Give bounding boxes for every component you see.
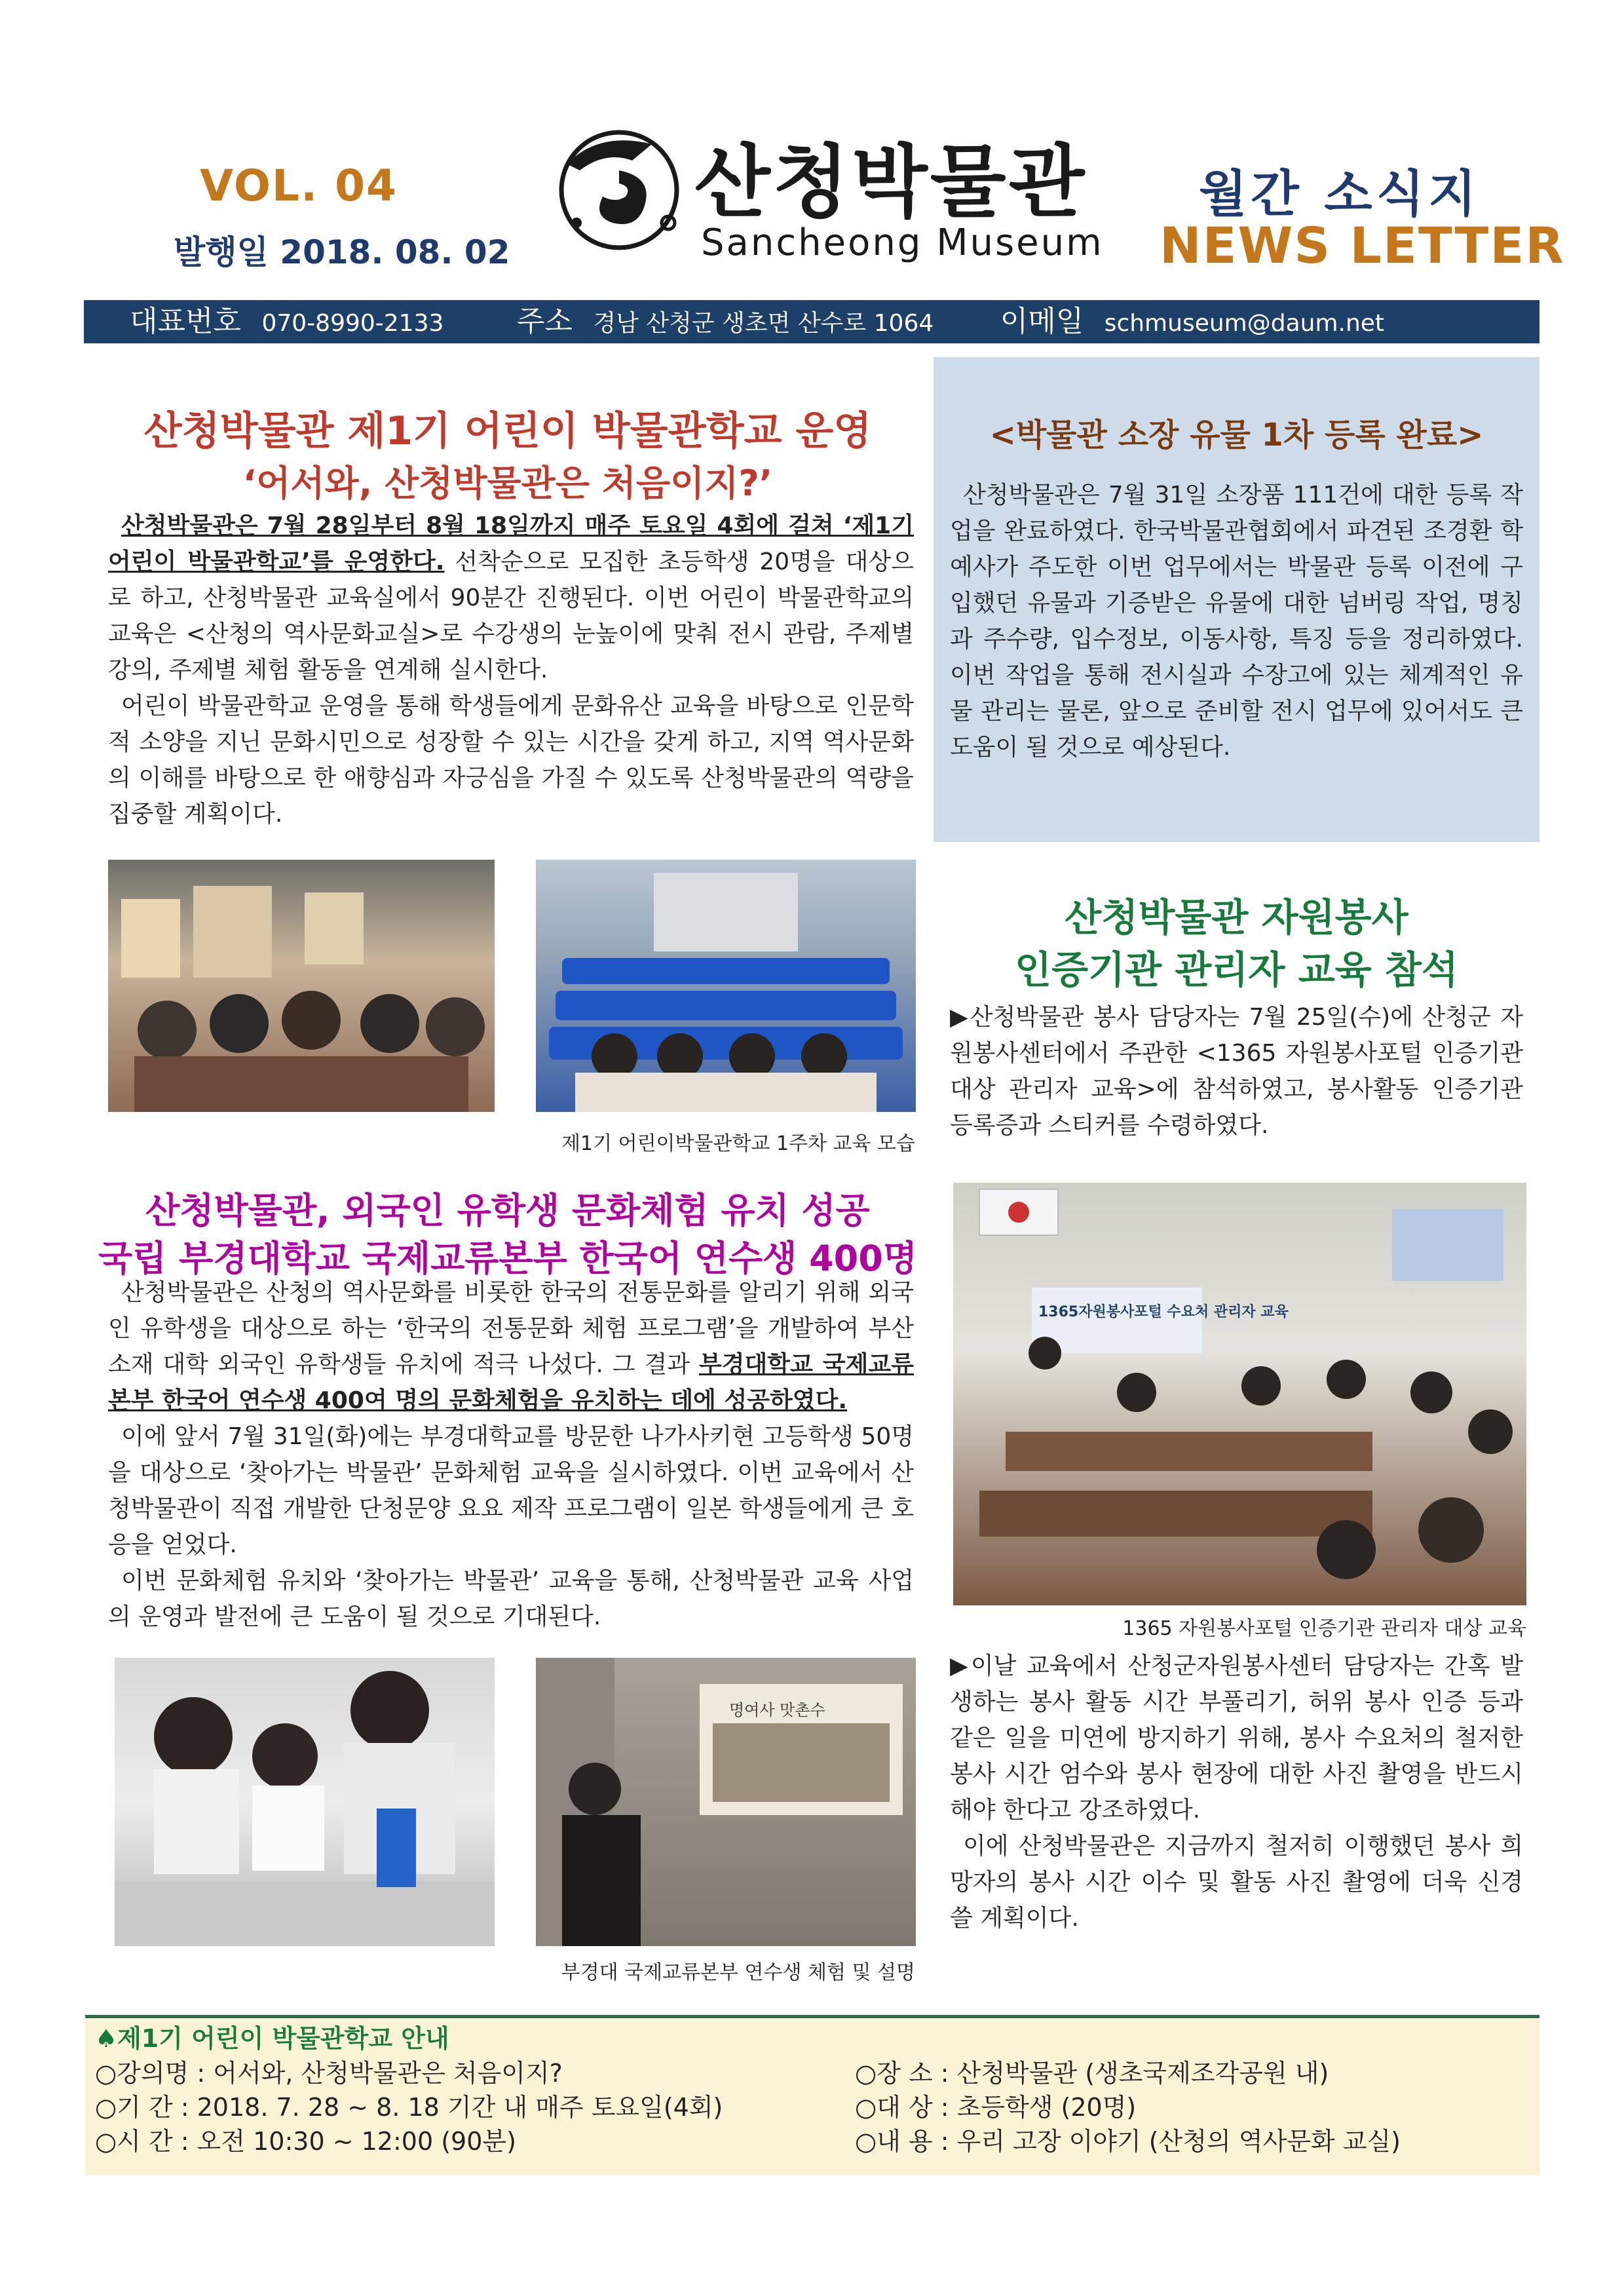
volume-number: VOL. 04 (200, 161, 398, 211)
article4-paragraph2: ▶이날 교육에서 산청군자원봉사센터 담당자는 간혹 발생하는 봉사 활동 시간 부풀리기, 허위 봉사 인증 등과 같은 일을 미연에 방지하기 위해, 봉사 수요처의 철저한 봉사 시간 엄수와 봉사 현장에 대한 사진 촬영을 반드시 해야 한다고 강조하였다. (950, 1653, 1523, 1824)
article4-title-line2: 인증기관 관리자 교육 참석 (1015, 947, 1458, 992)
publication-date: 발행일 2018. 08. 02 (174, 233, 510, 271)
article3-body: 산청박물관은 7월 31일 소장품 111건에 대한 등록 작업을 완료하였다. 한국박물관협회에서 파견된 조경환 학예사가 주도한 이번 업무에서는 박물관 등록 이전에 구입했던 유물과 기증받은 유물에 대한 넘버링 작업, 명칭과 주수량, 입수정보, 이동사항, 특징 등을 정리하였다. 이번 작업을 통해 전시실과 수장고에 있는 체계적인 유물 관리는 물론, 앞으로 준비할 전시 업무에 있어서도 큰 도움이 될 것으로 예상된다. (950, 482, 1523, 761)
projector-screen-text: 명여사 맛촌수 (729, 1701, 825, 1719)
article1-photo-caption: 제1기 어린이박물관학교 1주차 교육 모습 (561, 1132, 915, 1155)
notice-row-course-name: ○강의명 : 어서와, 산청박물관은 처음이지? (95, 2059, 563, 2088)
article4-paragraph1: ▶산청박물관 봉사 담당자는 7월 25일(수)에 산청군 자원봉사센터에서 주관한 <1365 자원봉사포털 인증기관 대상 관리자 교육>에 참석하였고, 봉사활동 인증기관 등록증과 스티커를 수령하였다. (950, 1004, 1523, 1139)
address-value: 경남 산청군 생초면 산수로 1064 (593, 310, 934, 337)
article3-title: <박물관 소장 유물 1차 등록 완료> (989, 417, 1484, 453)
article1-title: 산청박물관 제1기 어린이 박물관학교 운영 (143, 408, 872, 454)
foreign-students-photo-2 (536, 1658, 916, 1946)
phone-number: 070-8990-2133 (261, 310, 444, 337)
address-label: 주소 (516, 305, 573, 338)
article1-lead-rest: 선착순으로 모집한 초등학생 20명을 대상으로 하고, 산청박물관 교육실에서 90분간 진행된다. 이번 어린이 박물관학교의 교육은 <산청의 역사문화교실>로 수강생의 눈높이에 맞춰 전시 관람, 주제별 강의, 주제별 체험 활동을 연계해 실시한다. (108, 548, 915, 683)
article1-subtitle: ‘어서와, 산청박물관은 처음이지?’ (242, 463, 773, 504)
notice-row-target: ○대 상 : 초등학생 (20명) (855, 2093, 1137, 2122)
article2-para1-bold: 부경대학교 국제교류본부 한국어 연수생 400여 명의 문화체험을 유치하는 데에 성공하였다. (108, 1351, 914, 1414)
article4-paragraph3: 이에 산청박물관은 지금까지 철저히 이행했던 봉사 희망자의 봉사 시간 이수 및 활동 사진 촬영에 더욱 신경 쓸 계획이다. (950, 1833, 1523, 1932)
article1-paragraph2: 어린이 박물관학교 운영을 통해 학생들에게 문화유산 교육을 바탕으로 인문학적 소양을 지닌 문화시민으로 성장할 수 있는 시간을 갖게 하고, 지역 역사문화의 이해를 바탕으로 한 애향심과 자긍심을 가질 수 있도록 산청박물관의 역량을 집중할 계획이다. (108, 693, 914, 828)
article2-photo-caption: 부경대 국제교류본부 연수생 체험 및 설명 (561, 1961, 915, 1984)
volunteer-training-photo (953, 1183, 1526, 1605)
children-museum-photo-1 (108, 860, 495, 1112)
notice-row-period: ○기 간 : 2018. 7. 28 ~ 8. 18 기간 내 매주 토요일(4회) (95, 2093, 723, 2122)
article2-body (108, 1274, 914, 1635)
museum-name-english: Sancheong Museum (701, 221, 1104, 264)
article4-title-line1: 산청박물관 자원봉사 (1065, 895, 1408, 940)
children-museum-photo-2 (536, 860, 916, 1112)
museum-logo-icon (554, 124, 685, 256)
notice-title: ♠제1기 어린이 박물관학교 안내 (95, 2024, 449, 2053)
article4-lower-body (950, 1648, 1523, 1936)
newsletter-label: NEWS LETTER (1160, 216, 1565, 275)
article1-body (108, 508, 914, 832)
email-label: 이메일 (1000, 305, 1084, 338)
article2-paragraph3: 이번 문화체험 유치와 ‘찾아가는 박물관’ 교육을 통해, 산청박물관 교육 사업의 운영과 발전에 큰 도움이 될 것으로 기대된다. (108, 1567, 914, 1630)
contact-info-bar (84, 300, 1539, 343)
article2-para1-start: 산청박물관은 산청의 역사문화를 비롯한 한국의 전통문화를 알리기 위해 외국인 유학생을 대상으로 하는 ‘한국의 전통문화 체험 프로그램’을 개발하여 부산 소재 대학 외국인 유학생들 유치에 적극 나섰다. 그 결과 (108, 1279, 914, 1378)
article4-photo-caption: 1365 자원봉사포털 인증기관 관리자 대상 교육 (1122, 1617, 1526, 1640)
article4-title (934, 891, 1539, 996)
article2-title: 산청박물관, 외국인 유학생 문화체험 유치 성공 (145, 1190, 870, 1231)
notice-row-time: ○시 간 : 오전 10:30 ~ 12:00 (90분) (95, 2127, 516, 2156)
phone-label: 대표번호 (130, 305, 242, 338)
training-banner-text: 1365자원봉사포털 수요처 관리자 교육 (1038, 1304, 1289, 1320)
notice-row-location: ○장 소 : 산청박물관 (생초국제조각공원 내) (855, 2059, 1329, 2088)
article2-paragraph2: 이에 앞서 7월 31일(화)에는 부경대학교를 방문한 나가사키현 고등학생 50명을 대상으로 ‘찾아가는 박물관’ 문화체험 교육을 실시하였다. 이번 교육에서 산청박물관이 직접 개발한 단청문양 요요 제작 프로그램이 일본 학생들에게 큰 호응을 얻었다. (108, 1423, 914, 1558)
notice-row-content: ○내 용 : 우리 고장 이야기 (산청의 역사문화 교실) (855, 2127, 1401, 2156)
foreign-students-photo-1 (115, 1658, 495, 1946)
article1-lead-bold: 산청박물관은 7월 28일부터 8월 18일까지 매주 토요일 4회에 걸쳐 ‘제1기 어린이 박물관학교’를 운영한다. (108, 512, 914, 575)
museum-name: 산청박물관 (694, 137, 1087, 228)
monthly-label: 월간 소식지 (1199, 164, 1481, 223)
email-value: schmuseum@daum.net (1104, 310, 1385, 337)
article2-subtitle: 국립 부경대학교 국제교류본부 한국어 연수생 400명 (98, 1238, 917, 1279)
